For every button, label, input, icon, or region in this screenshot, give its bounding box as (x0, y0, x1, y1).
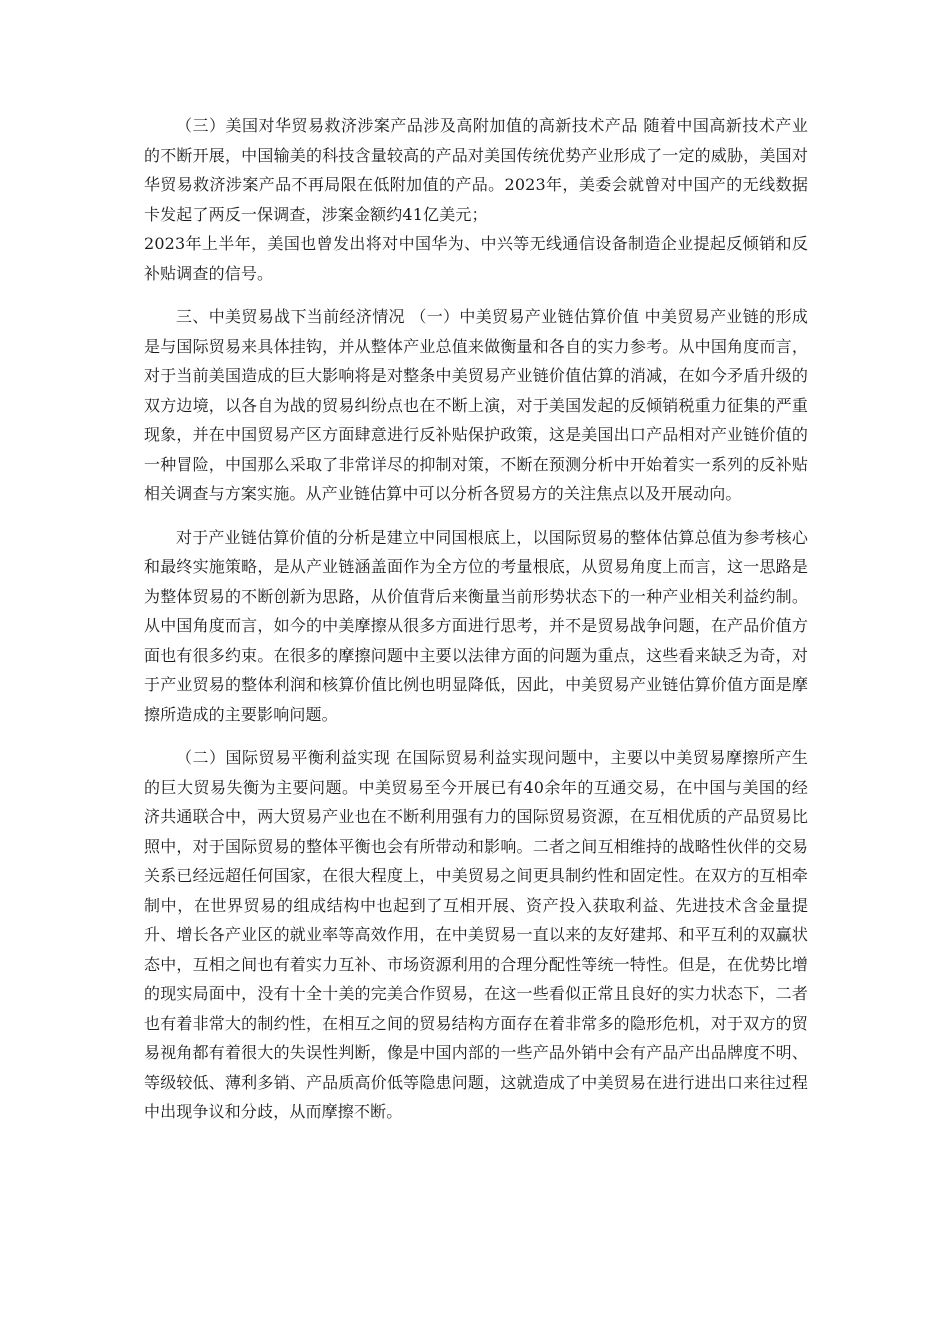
paragraph-industry-chain-value: 三、中美贸易战下当前经济情况 （一）中美贸易产业链估算价值 中美贸易产业链的形成是与国际贸易来具体挂钩，并从整体产业总值来做衡量和各自的实力参考。从中国角度而言，对于当前美国造成的巨大影响将是对整条中美贸易产业链价值估算的消减，在如今矛盾升级的双方边境，以各自为战的贸易纠纷点也在不断上演，对于美国发起的反倾销税重力征集的严重现象，并在中国贸易产区方面肆意进行反补贴保护政策，这是美国出口产品相对产业链价值的一种冒险，中国那么采取了非常详尽的抑制对策，不断在预测分析中开始着实一系列的反补贴相关调查与方案实施。从产业链估算中可以分析各贸易方的关注焦点以及开展动向。 (144, 307, 808, 503)
paragraph-trade-remedy-high-tech: （三）美国对华贸易救济涉案产品涉及高附加值的高新技术产品 随着中国高新技术产业的不断开展，中国输美的科技含量较高的产品对美国传统优势产业形成了一定的威胁，美国对华贸易救济涉案产品不再局限在低附加值的产品。2023年，美委会就曾对中国产的无线数据卡发起了两反一保调查，涉案金额约41亿美元； (144, 116, 808, 224)
paragraph-trade-balance: （二）国际贸易平衡利益实现 在国际贸易利益实现问题中，主要以中美贸易摩擦所产生的巨大贸易失衡为主要问题。中美贸易至今开展已有40余年的互通交易，在中国与美国的经济共通联合中，两大贸易产业也在不断利用强有力的国际贸易资源，在互相优质的产品贸易比照中，对于国际贸易的整体平衡也会有所带动和影响。二者之间互相维持的战略性伙伴的交易关系已经远超任何国家，在很大程度上，中美贸易之间更具制约性和固定性。在双方的互相牵制中，在世界贸易的组成结构中也起到了互相开展、资产投入获取利益、先进技术含金量提升、增长各产业区的就业率等高效作用，在中美贸易一直以来的友好建邦、和平互利的双赢状态中，互相之间也有着实力互补、市场资源利用的合理分配性等统一特性。但是，在优势比增的现实局面中，没有十全十美的完美合作贸易，在这一些看似正常且良好的实力状态下，二者也有着非常大的制约性，在相互之间的贸易结构方面存在着非常多的隐形危机，对于双方的贸易视角都有着很大的失误性判断，像是中国内部的一些产品外销中会有产品产出品牌度不明、等级较低、薄利多销、产品质高价低等隐患问题，这就造成了中美贸易在进行进出口来往过程中出现争议和分歧，从而摩擦不断。 (144, 748, 808, 1121)
paragraph-huawei-zte-signal: 2023年上半年，美国也曾发出将对中国华为、中兴等无线通信设备制造企业提起反倾销和反补贴调查的信号。 (144, 234, 808, 283)
paragraph-chain-value-analysis: 对于产业链估算价值的分析是建立中同国根底上，以国际贸易的整体估算总值为参考核心和最终实施策略，是从产业链涵盖面作为全方位的考量根底，从贸易角度上而言，这一思路是为整体贸易的不断创新为思路，从价值背后来衡量当前形势状态下的一种产业相关利益约制。从中国角度而言，如今的中美摩擦从很多方面进行思考，并不是贸易战争问题，在产品价值方面也有很多约束。在很多的摩擦问题中主要以法律方面的问题为重点，这些看来缺乏为奇，对于产业贸易的整体利润和核算价值比例也明显降低，因此，中美贸易产业链估算价值方面是摩擦所造成的主要影响问题。 (144, 527, 808, 724)
document-body (144, 111, 808, 1127)
